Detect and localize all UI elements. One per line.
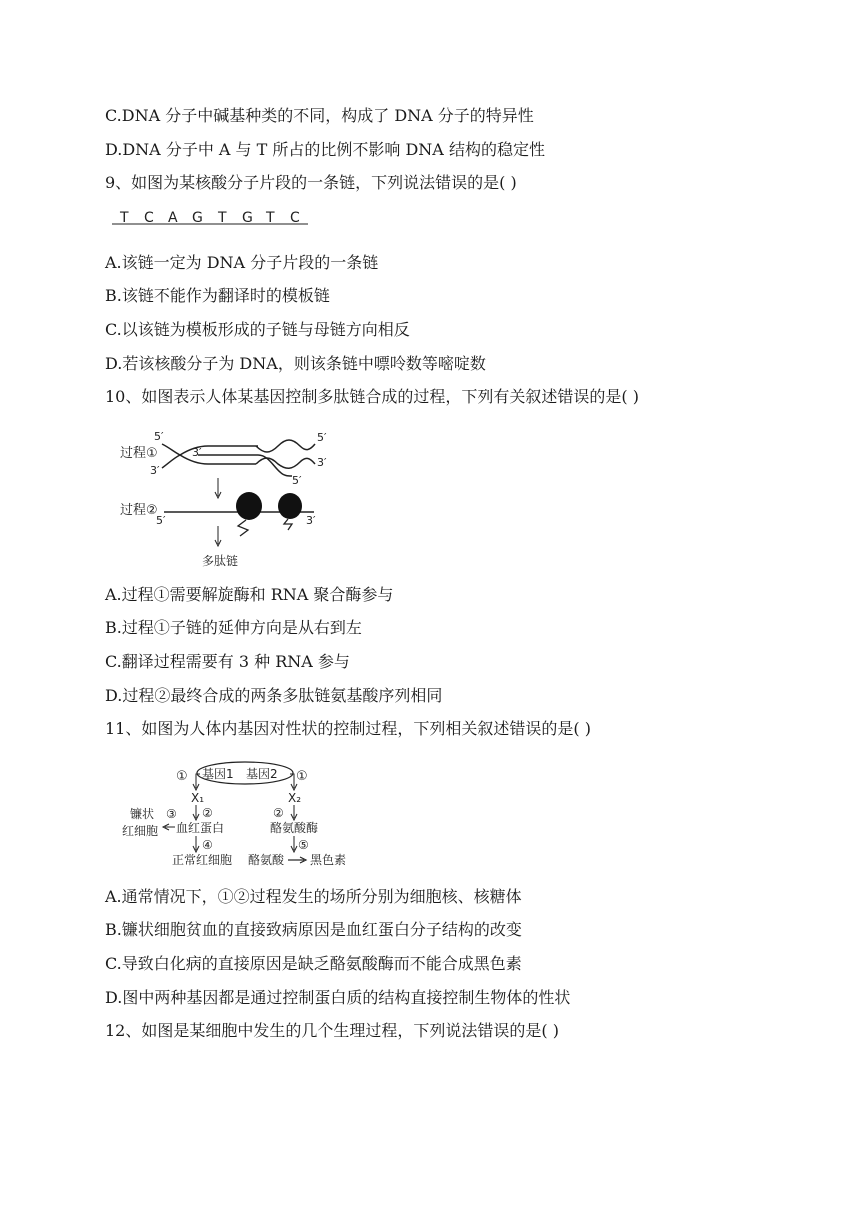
seq-letter: G bbox=[192, 210, 203, 226]
q11-option-b: B.镰状细胞贫血的直接致病原因是血红蛋白分子结构的改变 bbox=[105, 920, 522, 939]
label-3prime: 3′ bbox=[150, 464, 160, 477]
q10-option-c: C.翻译过程需要有 3 种 RNA 参与 bbox=[105, 652, 350, 671]
label-5prime: 5′ bbox=[317, 431, 327, 444]
q10-figure bbox=[118, 426, 348, 574]
dna-helix bbox=[256, 458, 315, 468]
process1-label: 过程① bbox=[120, 446, 158, 461]
hemoglobin-label: 血红蛋白 bbox=[176, 821, 225, 835]
q11-stem: 11、如图为人体内基因对性状的控制过程，下列相关叙述错误的是( ) bbox=[105, 719, 591, 738]
seq-letter: C bbox=[290, 210, 300, 226]
q10-option-a: A.过程①需要解旋酶和 RNA 聚合酶参与 bbox=[105, 585, 394, 604]
label-5prime: 5′ bbox=[292, 474, 302, 487]
polypeptide-chain bbox=[238, 520, 248, 536]
q9-option-c: C.以该链为模板形成的子链与母链方向相反 bbox=[105, 320, 410, 339]
sickle-cell-label: 镰状 bbox=[130, 807, 155, 821]
seq-letter: T bbox=[218, 210, 227, 226]
label-5prime: 5′ bbox=[154, 430, 164, 443]
gene2-label: 基因2 bbox=[246, 767, 278, 781]
q9-option-a: A.该链一定为 DNA 分子片段的一条链 bbox=[105, 253, 379, 272]
dna-strand bbox=[162, 455, 256, 468]
q8-option-d: D.DNA 分子中 A 与 T 所占的比例不影响 DNA 结构的稳定性 bbox=[105, 140, 545, 159]
polypeptide-label: 多肽链 bbox=[202, 554, 239, 568]
dna-helix bbox=[256, 440, 315, 452]
q9-sequence-figure bbox=[108, 207, 318, 229]
q12-stem: 12、如图是某细胞中发生的几个生理过程，下列说法错误的是( ) bbox=[105, 1021, 559, 1040]
q10-stem: 10、如图表示人体某基因控制多肽链合成的过程，下列有关叙述错误的是( ) bbox=[105, 387, 639, 406]
seq-letter: A bbox=[168, 210, 178, 226]
ribosome bbox=[236, 492, 262, 520]
q11-option-a: A.通常情况下，①②过程发生的场所分别为细胞核、核糖体 bbox=[105, 887, 522, 906]
label-3prime: 3′ bbox=[317, 456, 327, 469]
q10-option-d: D.过程②最终合成的两条多肽链氨基酸序列相同 bbox=[105, 686, 443, 705]
q8-option-c: C.DNA 分子中碱基种类的不同，构成了 DNA 分子的特异性 bbox=[105, 106, 534, 125]
q9-stem: 9、如图为某核酸分子片段的一条链，下列说法错误的是( ) bbox=[105, 173, 517, 192]
label-5prime: 5′ bbox=[156, 514, 166, 527]
label-3prime: 3′ bbox=[306, 514, 316, 527]
q11-figure bbox=[118, 760, 358, 872]
q10-option-b: B.过程①子链的延伸方向是从右到左 bbox=[105, 618, 362, 637]
tyrosinase-label: 酪氨酸酶 bbox=[270, 821, 319, 835]
step-5-label: ⑤ bbox=[298, 838, 309, 852]
normal-rbc-label: 正常红细胞 bbox=[172, 853, 233, 867]
step-1-label: ① bbox=[176, 769, 188, 784]
gene1-label: 基因1 bbox=[202, 767, 234, 781]
q9-option-b: B.该链不能作为翻译时的模板链 bbox=[105, 286, 330, 305]
melanin-label: 黑色素 bbox=[310, 853, 347, 867]
process2-label: 过程② bbox=[120, 503, 158, 518]
seq-letter: G bbox=[242, 210, 253, 226]
ribosome bbox=[278, 493, 302, 519]
step-1-label: ① bbox=[296, 769, 308, 784]
q9-option-d: D.若该核酸分子为 DNA，则该条链中嘌呤数等嘧啶数 bbox=[105, 354, 486, 373]
sickle-cell-label: 红细胞 bbox=[122, 824, 159, 838]
q11-option-c: C.导致白化病的直接原因是缺乏酪氨酸酶而不能合成黑色素 bbox=[105, 954, 522, 973]
seq-letter: T bbox=[120, 210, 129, 226]
step-4-label: ④ bbox=[202, 838, 213, 852]
polypeptide-chain bbox=[284, 519, 292, 530]
step-2-label: ② bbox=[273, 806, 284, 820]
step-2-label: ② bbox=[202, 806, 213, 820]
dna-strand bbox=[162, 444, 258, 455]
tyrosine-label: 酪氨酸 bbox=[248, 853, 285, 867]
x2-label: X₂ bbox=[288, 791, 302, 805]
x1-label: X₁ bbox=[191, 791, 205, 805]
label-3prime: 3′ bbox=[192, 446, 202, 459]
seq-letter: C bbox=[144, 210, 154, 226]
q11-option-d: D.图中两种基因都是通过控制蛋白质的结构直接控制生物体的性状 bbox=[105, 988, 571, 1007]
seq-letter: T bbox=[266, 210, 275, 226]
step-3-label: ③ bbox=[166, 807, 177, 821]
